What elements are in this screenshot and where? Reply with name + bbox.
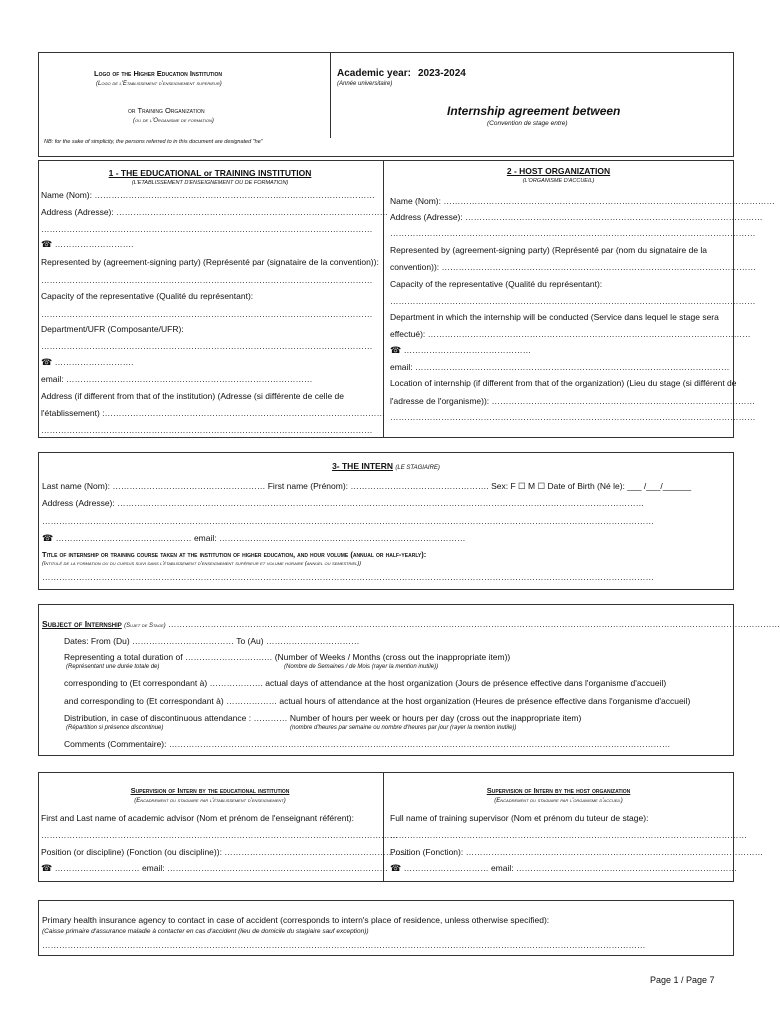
s1-rep-label: Represented by (agreement-signing party) (Représenté par (signataire de la convention)): [41,257,379,267]
advisor-phone-email[interactable]: ☎ ………………………… email: …………………………………………………………………… [41,863,388,874]
s1-capacity-line[interactable]: ……………………………………………………………………………………………………… [41,309,373,319]
s2-capacity-label: Capacity of the representative (Qualité du représentant): [390,279,603,289]
s1-phone-field[interactable]: ☎ ………………………. [41,239,134,250]
section3-title: 3- THE INTERN (LE STAGIAIRE) [332,461,440,471]
course-title-line[interactable]: ……………………………………………………………………………………………………………………………………………………………………………………………… [42,572,654,582]
logo-title: Logo of the Higher Education Institution [94,69,222,78]
s1-dept-label: Department/UFR (Composante/UFR): [41,324,184,334]
subject-field[interactable]: Subject of Internship (Sujet de Stage) ……………………………………………………………………………………………………………………………………………………………………………………………… [42,619,780,629]
s2-address-line[interactable]: ………………………………………………………………………………………………………………… [390,228,756,238]
supervisor-phone-email[interactable]: ☎ ………………………… email: …………………………………………………………………… [390,863,737,874]
health-line[interactable]: …………………………………………………………………………………………………………………………………………………………………………………………… [42,940,646,950]
s1-dept-line[interactable]: ……………………………………………………………………………………………………… [41,341,373,351]
academic-advisor-line[interactable]: ……………………………………………………………………………………………………………… [41,830,398,840]
academic-year-fr: (Année universitaire) [337,81,393,87]
academic-advisor-label: First and Last name of academic advisor (Nom et prénom de l'enseignant référent): [41,813,354,823]
dates-field[interactable]: Dates: From (Du) ……………………………… To (Au) …………………………… [64,636,360,646]
days-attendance-field[interactable]: corresponding to (Et correspondant à) ………………. actual days of attendance at the host organization (Jours de présence effective dans l'organisme d'accueil) [64,678,667,688]
agreement-title-fr: (Convention de stage entre) [487,120,568,127]
telephone-icon: ☎ [41,240,53,250]
s2-dept-field[interactable]: effectué): …………………………………………………………………………………………………… [390,329,751,339]
s1-address-field[interactable]: Address (Adresse): …………………………………………………………………………………… [41,207,389,217]
s1-addr-diff-field[interactable]: l'établissement) :……………………………………………………………………………………… [41,408,386,418]
right-supervision-sub: (Encadrement du stagiaire par l'organisme d'accueil) [494,798,623,804]
duration-field[interactable]: Representing a total duration of ……………………….… (Number of Weeks / Months (cross out the inappropriate item)) [64,652,511,662]
telephone-icon: ☎ [390,864,402,874]
duration-fr-a: (Représentant une durée totale de) [66,664,160,670]
health-label: Primary health insurance agency to contact in case of accident (corresponds to intern's place of residence, unless otherwise specified): [42,915,550,925]
or-training-sub: (ou de l'Organisme de formation) [133,118,214,124]
academic-year-label: Academic year: [337,68,411,79]
left-supervision-title: Supervision of Intern by the educational institution [130,786,290,795]
advisor-position-field[interactable]: Position (or discipline) (Fonction (ou discipline)): ………………………………………………………… [41,847,412,857]
section2-subtitle: (L'ORGANISME D'ACCUEIL) [522,178,595,184]
s2-email-field[interactable]: email: ………………………………………………………………………………………………… [390,362,730,372]
telephone-icon: ☎ [41,358,53,368]
nb-note: NB: for the sake of simplicity, the persons referred to in this document are designated "he" [44,139,263,145]
telephone-icon: ☎ [41,864,53,874]
course-title-fr: (Intitulé de la formation ou du cursus suivi dans l'établissement d'enseignement supérieur et volume horaire (annuel ou semestriel)) [42,561,362,567]
section1-title: 1 - THE EDUCATIONAL or TRAINING INSTITUTION [108,168,312,178]
parties-divider [383,160,384,438]
s1-addr-diff-label: Address (if different from that of the institution) (Adresse (si différente de celle de [41,391,345,401]
s2-address-field[interactable]: Address (Adresse): …………………………………………………………………………………………… [390,212,763,222]
s2-name-field[interactable]: Name (Nom): ……………………………………………………………………………………………………… [390,196,775,206]
logo-subtitle: (Logo de l'Etablissement d'enseignement superieur) [96,81,222,87]
s1-capacity-label: Capacity of the representative (Qualité du représentant): [41,291,254,301]
s2-phone-field[interactable]: ☎ ……………………………………… [390,345,532,356]
or-training: or Training Organization [128,106,205,115]
s1-rep-line[interactable]: ……………………………………………………………………………………………………… [41,275,373,285]
s2-dept-label: Department in which the internship will be conducted (Service dans lequel le stage sera [390,312,719,322]
course-title-label: Title of internship or training course taken at the institution of higher education, and hour volume (annual or half-yearly): [42,550,427,559]
intern-address-field[interactable]: Address (Adresse): …………………………………………………………………………………………………………………………………………………………………… [42,498,645,508]
intern-identity-fields[interactable]: Last name (Nom): ……………………………………………… First name (Prénom): …………………………………………. Sex: F ☐ M ☐ Date of Birth (Né le): ___ /___/______ [42,481,692,491]
supervisor-position-field[interactable]: Position (Fonction): …………………………………………………………………………………………… [390,847,764,857]
s2-rep-field[interactable]: convention)): ………………………………………………………………………………………………… [390,262,756,272]
s2-location-line[interactable]: ………………………………………………………………………………………………………………… [390,412,756,422]
s2-rep-label: Represented by (agreement-signing party) (Représenté par (nom du signataire de la [390,245,708,255]
s2-location-field[interactable]: l'adresse de l'organisme)): ………………………………………………………………………………… [390,396,756,406]
left-supervision-sub: (Encadrement du stagiaire par l'établissement d'enseignement) [134,798,286,804]
comments-field[interactable]: Comments (Commentaire): …………………………………………………………………………………………………………………………………………………………… [64,739,671,749]
right-supervision-title: Supervision of Intern by the host organization [486,786,631,795]
intern-phone-email[interactable]: ☎ ………………………………………… email: …………………………………………………………………………… [42,533,466,544]
s1-name-field[interactable]: Name (Nom): ……………………………………………………………………………………… [41,190,375,200]
health-label-fr: (Caisse primaire d'assurance maladie à contacter en cas d'accident (lieu de domicile du stagiaire sauf exception)) [42,928,369,935]
distribution-fr-b: (nombre d'heures par semaine ou nombre d'heures par jour (rayer la mention inutile)) [290,725,517,731]
distribution-fr-a: (Répartition si présence discontinue) [66,725,164,731]
page-number: Page 1 / Page 7 [650,975,715,985]
s1-address-line[interactable]: ……………………………………………………………………………………………………… [41,224,373,234]
telephone-icon: ☎ [42,534,54,544]
agreement-title: Internship agreement between [447,104,621,118]
s1-phone2-field[interactable]: ☎ ………………………. [41,357,134,368]
section1-subtitle: (L'ETABLISSEMENT D'ENSEIGNEMENT OU DE FORMATION) [131,180,289,186]
academic-year-value[interactable]: 2023-2024 [418,68,466,79]
hours-attendance-field[interactable]: and corresponding to (Et correspondant à) ……………… actual hours of attendance at the host organization (Heures de présence effective dans l'organisme d'accueil) [64,696,691,706]
s1-email-field[interactable]: email: …………………………………………………………………………… [41,374,313,384]
duration-fr-b: (Nombre de Semaines / de Mois (rayer la mention inutile)) [284,664,439,670]
section2-title: 2 - HOST ORGANIZATION [506,166,611,176]
training-supervisor-line[interactable]: ……………………………………………………………………………………………………………… [390,830,747,840]
training-supervisor-label: Full name of training supervisor (Nom et prénom du tuteur de stage): [390,813,649,823]
s2-capacity-line[interactable]: ………………………………………………………………………………………………………………… [390,296,756,306]
s2-location-label: Location of internship (if different from that of the organization) (Lieu du stage (si différent de [390,378,737,388]
telephone-icon: ☎ [390,346,402,356]
distribution-field[interactable]: Distribution, in case of discontinuous attendance : ………… Number of hours per week or hours per day (cross out the inappropriate item) [64,713,582,723]
intern-address-line[interactable]: ……………………………………………………………………………………………………………………………………………………………………………………………… [42,516,654,526]
header-divider [330,52,331,138]
s1-addr-diff-line[interactable]: ……………………………………………………………………………………………………… [41,425,373,435]
